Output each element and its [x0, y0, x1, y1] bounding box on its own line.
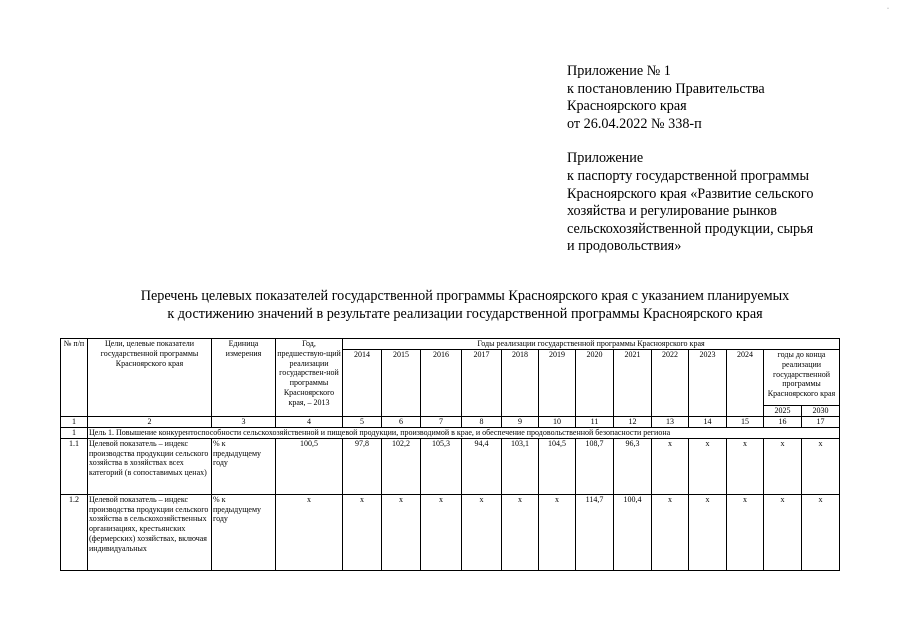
- indicators-table-wrap: [60, 338, 840, 571]
- col-number: 17: [802, 416, 840, 427]
- annex-line: Красноярского края: [567, 98, 687, 115]
- col-number: 7: [421, 416, 462, 427]
- row-value: х: [764, 494, 802, 570]
- header-years-group: Годы реализации государственной программы Красноярского края: [343, 339, 840, 350]
- row-value: 108,7: [576, 438, 614, 494]
- row-value: х: [421, 494, 462, 570]
- row-value: 94,4: [462, 438, 502, 494]
- row-value: х: [727, 494, 764, 570]
- row-value: х: [462, 494, 502, 570]
- col-number: 3: [212, 416, 276, 427]
- title-line-1: Перечень целевых показателей государственной программы Красноярского края с указанием планируемых: [140, 288, 790, 304]
- header-year: 2020: [576, 350, 614, 417]
- header-goals: Цели, целевые показатели государственной программы Красноярского края: [88, 339, 212, 417]
- header-end-group: годы до конца реализации государственной программы Красноярского края: [764, 350, 840, 406]
- annex-line: от 26.04.2022 № 338-п: [567, 115, 702, 132]
- header-year-before: Год, предшествую-щий реализации государствен-ной программы Красноярского края, – 2013: [276, 339, 343, 417]
- col-number: 10: [539, 416, 576, 427]
- col-number: 6: [382, 416, 421, 427]
- header-end-year: 2030: [802, 406, 840, 417]
- header-year: 2015: [382, 350, 421, 417]
- col-number: 12: [614, 416, 652, 427]
- annex-line: сельскохозяйственной продукции, сырья: [567, 220, 814, 237]
- column-numbers-row: [61, 416, 840, 427]
- table-row: [61, 438, 840, 494]
- annex-line: хозяйства и регулирование рынков: [567, 203, 777, 220]
- row-value: х: [652, 438, 689, 494]
- row-name: Целевой показатель – индекс производства продукции сельского хозяйства в сельскохозяйственных организациях, крестьянских (фермерских) хозяйствах, включая индивидуальных: [88, 494, 212, 570]
- row-value: 102,2: [382, 438, 421, 494]
- annex-line: Красноярского края «Развитие сельского: [567, 185, 814, 202]
- row-value: х: [382, 494, 421, 570]
- annex-line: Приложение: [567, 150, 644, 167]
- annex-line: к паспорту государственной программы: [567, 167, 810, 184]
- col-number: 1: [61, 416, 88, 427]
- header-year: 2018: [502, 350, 539, 417]
- col-number: 9: [502, 416, 539, 427]
- header-year: 2021: [614, 350, 652, 417]
- col-number: 15: [727, 416, 764, 427]
- row-num: 1.1: [61, 438, 88, 494]
- row-value: 104,5: [539, 438, 576, 494]
- document-title: [100, 287, 830, 323]
- row-value: х: [343, 494, 382, 570]
- header-year: 2024: [727, 350, 764, 417]
- row-value: 114,7: [576, 494, 614, 570]
- row-value: 96,3: [614, 438, 652, 494]
- row-value: 103,1: [502, 438, 539, 494]
- title-line-2: к достижению значений в результате реализации государственной программы Красноярского края: [167, 306, 763, 322]
- col-number: 16: [764, 416, 802, 427]
- row-unit: % к предыдущему году: [212, 494, 276, 570]
- goal-num: 1: [61, 427, 88, 438]
- annex-block: [567, 63, 813, 256]
- header-year: 2019: [539, 350, 576, 417]
- col-number: 13: [652, 416, 689, 427]
- annex-group-1: [567, 63, 813, 133]
- row-value: х: [689, 438, 727, 494]
- header-num: № п/п: [61, 339, 88, 417]
- header-year: 2017: [462, 350, 502, 417]
- header-end-year: 2025: [764, 406, 802, 417]
- row-unit: % к предыдущему году: [212, 438, 276, 494]
- col-number: 5: [343, 416, 382, 427]
- goal-row: [61, 427, 840, 438]
- col-number: 11: [576, 416, 614, 427]
- row-base: х: [276, 494, 343, 570]
- col-number: 8: [462, 416, 502, 427]
- col-number: 4: [276, 416, 343, 427]
- col-number: 14: [689, 416, 727, 427]
- row-value: х: [689, 494, 727, 570]
- row-value: х: [802, 494, 840, 570]
- row-value: 97,8: [343, 438, 382, 494]
- row-value: 105,3: [421, 438, 462, 494]
- row-base: 100,5: [276, 438, 343, 494]
- annex-line: Приложение № 1: [567, 63, 671, 79]
- indicators-table: [60, 338, 840, 571]
- goal-text: Цель 1. Повышение конкурентоспособности сельскохозяйственной и пищевой продукции, производимой в крае, и обеспечение продовольственной безопасности региона: [88, 427, 840, 438]
- row-num: 1.2: [61, 494, 88, 570]
- corner-mark: ·: [887, 6, 889, 12]
- annex-line: к постановлению Правительства: [567, 80, 765, 97]
- row-value: х: [727, 438, 764, 494]
- row-value: х: [502, 494, 539, 570]
- row-name: Целевой показатель – индекс производства продукции сельского хозяйства в хозяйствах всех категорий (в сопоставимых ценах): [88, 438, 212, 494]
- row-value: 100,4: [614, 494, 652, 570]
- annex-group-2: [567, 150, 813, 256]
- annex-line: и продовольствия»: [567, 238, 682, 255]
- header-year: 2023: [689, 350, 727, 417]
- header-year: 2016: [421, 350, 462, 417]
- header-year: 2022: [652, 350, 689, 417]
- header-year: 2014: [343, 350, 382, 417]
- row-value: х: [652, 494, 689, 570]
- row-value: х: [802, 438, 840, 494]
- row-value: х: [764, 438, 802, 494]
- row-value: х: [539, 494, 576, 570]
- header-unit: Единица измерения: [212, 339, 276, 417]
- table-row: [61, 494, 840, 570]
- col-number: 2: [88, 416, 212, 427]
